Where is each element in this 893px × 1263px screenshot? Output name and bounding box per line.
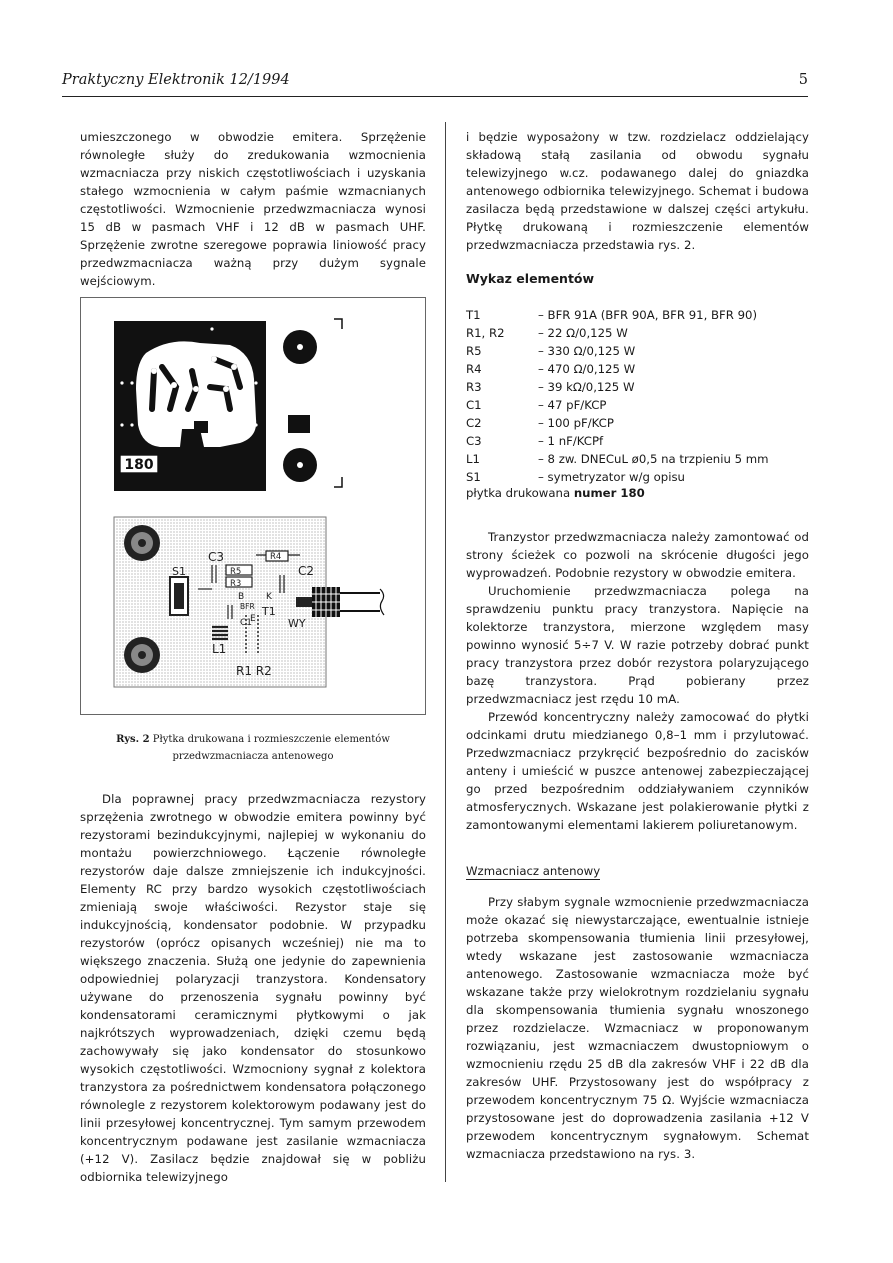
right-paragraphs-middle	[466, 528, 809, 834]
part-ref: S1	[466, 470, 481, 484]
board-number: 180	[124, 457, 154, 473]
pcb-drawing	[80, 297, 426, 715]
figure-caption	[80, 731, 426, 765]
label-s1: S1	[172, 565, 186, 578]
label-r3: R3	[230, 579, 242, 589]
label-wy: WY	[288, 617, 306, 630]
journal-title: Praktyczny Elektronik 12/1994	[62, 72, 290, 88]
label-t1: T1	[262, 605, 276, 618]
page-header	[62, 70, 808, 97]
list-item	[466, 342, 806, 360]
parts-list	[466, 306, 806, 486]
part-value: – 8 zw. DNECuL ø0,5 na trzpieniu 5 mm	[538, 452, 769, 466]
part-ref: R5	[466, 344, 482, 358]
list-item	[466, 450, 806, 468]
label-k: K	[266, 592, 272, 602]
pcb-figure	[80, 297, 426, 715]
right-paragraph-bottom	[466, 893, 809, 1163]
part-value: – BFR 91A (BFR 90A, BFR 91, BFR 90)	[538, 308, 758, 322]
list-item	[466, 468, 806, 486]
paragraph: Tranzystor przedwzmacniacza należy zamontować od strony ścieżek co pozwoli na skrócenie długości jego wyprowadzeń. Podobnie rezystory w obwodzie emitera.	[466, 530, 809, 580]
column-divider	[445, 122, 446, 1182]
part-ref: R3	[466, 380, 482, 394]
label-b: B	[238, 592, 245, 602]
label-bfr: BFR	[240, 602, 255, 611]
paragraph: Przy słabym sygnale wzmocnienie przedwzmacniacza może okazać się niewystarczające, ewentualnie istnieje potrzeba skompensowania tłumienia linii przesyłowej, wtedy wskazane jest zastosowanie wzmacniacza antenowego. Zastosowanie wzmacniacza może być wskazane także przy wielokrotnym rozdzielaniu sygnału dla skompensowania tłumienia sygnału wnoszonego przez rozdzielacze. Wzmacniacz w proponowanym rozwiązaniu, jest wzmacniaczem dwustopniowym o wzmocnieniu rzędu 25 dB dla zakresów VHF i 22 dB dla zakresów UHF. Przystosowany jest do współpracy z przewodem koncentrycznym 75 Ω. Wyjście wzmacniacza przystosowane jest do doprowadzenia zasilania +12 V przewodem koncentrycznym sygnałowym. Schemat wzmacniacza przedstawiono na rys. 3.	[466, 895, 809, 1161]
paragraph: i będzie wyposażony w tzw. rozdzielacz oddzielający składową stałą zasilania od obwodu sygnału telewizyjnego w.cz. podawanego dalej do gniazdka antenowego odbiornika telewizyjnego. Schemat i budowa zasilacza będą przedstawione w dalszej części artykułu. Płytkę drukowaną i rozmieszczenie elementów przedwzmacniacza przedstawia rys. 2.	[466, 130, 809, 252]
label-e: E	[250, 614, 256, 624]
parts-list-title: Wykaz elementów	[466, 271, 595, 286]
list-item	[466, 306, 806, 324]
page-number: 5	[798, 72, 808, 88]
pcb-note-number: numer 180	[573, 486, 645, 500]
label-r5: R5	[230, 567, 242, 577]
part-ref: T1	[466, 308, 481, 322]
part-ref: C2	[466, 416, 482, 430]
label-c1: C1	[240, 618, 253, 628]
paragraph: Przewód koncentryczny należy zamocować do płytki odcinkami drutu miedzianego 0,8–1 mm i przylutować. Przedwzmacniacz przykręcić bezpośrednio do zacisków anteny i umieścić w puszce antenowej zabezpieczającej go przed bezpośrednim oddziaływaniem czynników atmosferycznych. Wskazane jest polakierowanie płytki z zamontowanymi elementami lakierem poliuretanowym.	[466, 710, 809, 832]
part-ref: R1, R2	[466, 326, 505, 340]
left-paragraph-bottom	[80, 790, 426, 1186]
list-item	[466, 378, 806, 396]
label-l1: L1	[212, 642, 227, 656]
label-c3: C3	[208, 550, 225, 564]
part-value: – 47 pF/KCP	[538, 398, 607, 412]
part-ref: C1	[466, 398, 482, 412]
part-value: – 39 kΩ/0,125 W	[538, 380, 635, 394]
section-heading: Wzmacniacz antenowy	[466, 864, 601, 878]
pcb-note	[466, 486, 645, 500]
list-item	[466, 396, 806, 414]
list-item	[466, 414, 806, 432]
pcb-note-prefix: płytka drukowana	[466, 486, 571, 500]
part-value: – 1 nF/KCPf	[538, 434, 604, 448]
label-r1r2: R1 R2	[236, 664, 272, 678]
part-ref: R4	[466, 362, 482, 376]
caption-text: Płytka drukowana i rozmieszczenie elementów przedwzmacniacza antenowego	[152, 734, 390, 762]
list-item	[466, 324, 806, 342]
part-value: – symetryzator w/g opisu	[538, 470, 685, 484]
paragraph: umieszczonego w obwodzie emitera. Sprzężenie równoległe służy do zredukowania wzmocnienia wzmacniacza przy niskich częstotliwościach i uzyskania stałego wzmocnienia w całym paśmie wzmacnianych częstotliwości. Wzmocnienie przedwzmacniacza wynosi 15 dB w pasmach VHF i 12 dB w pasmach UHF. Sprzężenie zwrotne szeregowe poprawia liniowość pracy przedwzmacniacza ważną przy dużym sygnale wejściowym.	[80, 130, 426, 288]
caption-label: Rys. 2	[116, 734, 150, 745]
part-value: – 22 Ω/0,125 W	[538, 326, 628, 340]
paragraph: Dla poprawnej pracy przedwzmacniacza rezystory sprzężenia zwrotnego w obwodzie emitera powinny być rezystorami bezindukcyjnymi, najlepiej w wykonaniu do montażu powierzchniowego. Łączenie równoległe rezystorów daje dalsze zmniejszenie ich indukcyjności. Elementy RC przy bardzo wysokich częstotliwościach zmieniają swoje właściwości. Rezystor staje się indukcyjnością, kondensator podobnie. W przypadku rezystorów (oprócz opisanych wcześniej) nie ma to większego znaczenia. Służą one jedynie do zapewnienia odpowiedniej polaryzacji tranzystora. Kondensatory używane do przenoszenia sygnału powinny być kondensatorami ceramicznymi płytkowymi o jak najkrótszych wyprowadzeniach, dzięki czemu będą zachowywały się jako kondensator do stosunkowo wysokich częstotliwości. Wzmocniony sygnał z kolektora tranzystora za pośrednictwem kondensatora połączonego równolegle z rezystorem kolektorowym podawany jest do linii przesyłowej koncentrycznej. Tym samym przewodem koncentrycznym podawane jest zasilanie wzmacniacza (+12 V). Zasilacz będzie znajdował się w pobliżu odbiornika telewizyjnego	[80, 792, 426, 1184]
label-r4: R4	[270, 552, 282, 562]
part-ref: C3	[466, 434, 482, 448]
part-value: – 470 Ω/0,125 W	[538, 362, 636, 376]
list-item	[466, 432, 806, 450]
right-paragraph-top	[466, 128, 809, 254]
left-paragraph-top	[80, 128, 426, 290]
list-item	[466, 360, 806, 378]
part-ref: L1	[466, 452, 480, 466]
paragraph: Uruchomienie przedwzmacniacza polega na sprawdzeniu punktu pracy tranzystora. Napięcie na kolektorze tranzystora, mierzone względem masy powinno wynosić 5÷7 V. W razie potrzeby dobrać punkt pracy tranzystora przez dobór rezystora polaryzującego bazę tranzystora. Prąd pobierany przez przedwzmacniacz jest rzędu 10 mA.	[466, 584, 809, 706]
part-value: – 100 pF/KCP	[538, 416, 614, 430]
label-c2: C2	[298, 564, 315, 578]
part-value: – 330 Ω/0,125 W	[538, 344, 636, 358]
